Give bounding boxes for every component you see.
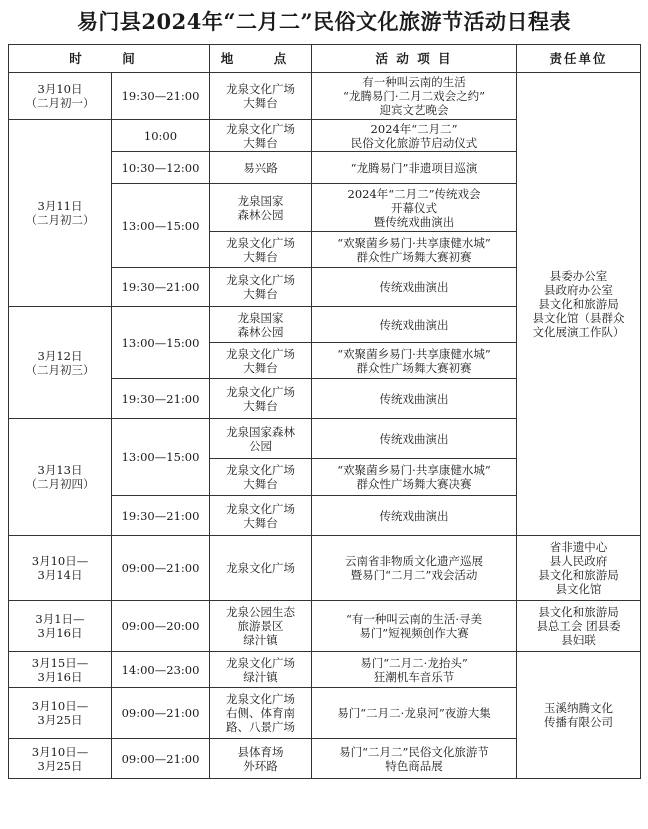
activity-cell: 传统戏曲演出 xyxy=(312,268,517,307)
activity-cell: “欢聚菌乡易门·共享康健水城” 群众性广场舞大赛初赛 xyxy=(312,343,517,379)
time-cell: 14:00—23:00 xyxy=(112,652,210,688)
date-cell: 3月10日— 3月25日 xyxy=(9,739,112,779)
date-cell: 3月12日 （二月初三） xyxy=(9,307,112,419)
time-cell: 13:00—15:00 xyxy=(112,419,210,496)
time-cell: 19:30—21:00 xyxy=(112,268,210,307)
time-cell: 10:30—12:00 xyxy=(112,152,210,184)
activity-cell: “龙腾易门”非遗项目巡演 xyxy=(312,152,517,184)
place-cell: 龙泉国家森林 公园 xyxy=(210,419,312,459)
header-activity: 活 动 项 目 xyxy=(312,45,517,73)
date-cell: 3月10日— 3月14日 xyxy=(9,536,112,601)
time-cell: 19:30—21:00 xyxy=(112,379,210,419)
time-cell: 09:00—21:00 xyxy=(112,739,210,779)
place-cell: 龙泉国家 森林公园 xyxy=(210,307,312,343)
table-row xyxy=(9,536,641,601)
table-header-row xyxy=(9,45,641,73)
time-cell: 09:00—21:00 xyxy=(112,536,210,601)
table-row xyxy=(9,601,641,652)
header-unit: 责任单位 xyxy=(517,45,641,73)
unit-cell: 县文化和旅游局 县总工会 团县委 县妇联 xyxy=(517,601,641,652)
place-cell: 龙泉文化广场 大舞台 xyxy=(210,459,312,496)
time-cell: 09:00—21:00 xyxy=(112,688,210,739)
table-row xyxy=(9,73,641,120)
activity-cell: 2024年“二月二” 民俗文化旅游节启动仪式 xyxy=(312,120,517,152)
place-cell: 龙泉文化广场 大舞台 xyxy=(210,379,312,419)
schedule-table xyxy=(8,44,641,779)
activity-cell: 易门“二月二·龙泉河”夜游大集 xyxy=(312,688,517,739)
activity-cell: 易门“二月二·龙抬头” 狂潮机车音乐节 xyxy=(312,652,517,688)
header-place: 地 点 xyxy=(210,45,312,73)
table-row xyxy=(9,652,641,688)
activity-cell: 云南省非物质文化遗产巡展 暨易门“二月二”戏会活动 xyxy=(312,536,517,601)
unit-cell: 省非遗中心 县人民政府 县文化和旅游局 县文化馆 xyxy=(517,536,641,601)
place-cell: 龙泉文化广场 绿汁镇 xyxy=(210,652,312,688)
unit-cell-company: 玉溪纳腾文化 传播有限公司 xyxy=(517,652,641,779)
place-cell: 龙泉文化广场 大舞台 xyxy=(210,496,312,536)
date-cell: 3月15日— 3月16日 xyxy=(9,652,112,688)
place-cell: 龙泉文化广场 大舞台 xyxy=(210,73,312,120)
time-cell: 19:30—21:00 xyxy=(112,496,210,536)
place-cell: 县体育场 外环路 xyxy=(210,739,312,779)
header-time: 时 间 xyxy=(9,45,210,73)
place-cell: 龙泉国家 森林公园 xyxy=(210,184,312,232)
place-cell: 龙泉文化广场 大舞台 xyxy=(210,232,312,268)
place-cell: 易兴路 xyxy=(210,152,312,184)
activity-cell: 传统戏曲演出 xyxy=(312,419,517,459)
activity-cell: “欢聚菌乡易门·共享康健水城” 群众性广场舞大赛初赛 xyxy=(312,232,517,268)
activity-cell: 易门“二月二”民俗文化旅游节 特色商品展 xyxy=(312,739,517,779)
place-cell: 龙泉文化广场 右侧、体育南 路、八景广场 xyxy=(210,688,312,739)
activity-cell: “欢聚菌乡易门·共享康健水城” 群众性广场舞大赛决赛 xyxy=(312,459,517,496)
activity-cell: 传统戏曲演出 xyxy=(312,379,517,419)
activity-cell: 有一种叫云南的生活 “龙腾易门·二月二戏会之约” 迎宾文艺晚会 xyxy=(312,73,517,120)
date-cell: 3月11日 （二月初二） xyxy=(9,120,112,307)
time-cell: 09:00—20:00 xyxy=(112,601,210,652)
place-cell: 龙泉文化广场 大舞台 xyxy=(210,343,312,379)
activity-cell: “有一种叫云南的生活·寻美 易门”短视频创作大赛 xyxy=(312,601,517,652)
place-cell: 龙泉文化广场 大舞台 xyxy=(210,268,312,307)
page-title: 易门县2024年“二月二”民俗文化旅游节活动日程表 xyxy=(76,9,572,34)
place-cell: 龙泉公园生态 旅游景区 绿汁镇 xyxy=(210,601,312,652)
time-cell: 19:30—21:00 xyxy=(112,73,210,120)
date-cell: 3月13日 （二月初四） xyxy=(9,419,112,536)
time-cell: 13:00—15:00 xyxy=(112,307,210,379)
date-cell: 3月10日 （二月初一） xyxy=(9,73,112,120)
activity-cell: 传统戏曲演出 xyxy=(312,496,517,536)
activity-cell: 2024年“二月二”传统戏会 开幕仪式 暨传统戏曲演出 xyxy=(312,184,517,232)
date-cell: 3月10日— 3月25日 xyxy=(9,688,112,739)
activity-cell: 传统戏曲演出 xyxy=(312,307,517,343)
place-cell: 龙泉文化广场 大舞台 xyxy=(210,120,312,152)
time-cell: 10:00 xyxy=(112,120,210,152)
time-cell: 13:00—15:00 xyxy=(112,184,210,268)
unit-cell-main: 县委办公室 县政府办公室 县文化和旅游局 县文化馆（县群众 文化展演工作队） xyxy=(517,73,641,536)
place-cell: 龙泉文化广场 xyxy=(210,536,312,601)
date-cell: 3月1日— 3月16日 xyxy=(9,601,112,652)
